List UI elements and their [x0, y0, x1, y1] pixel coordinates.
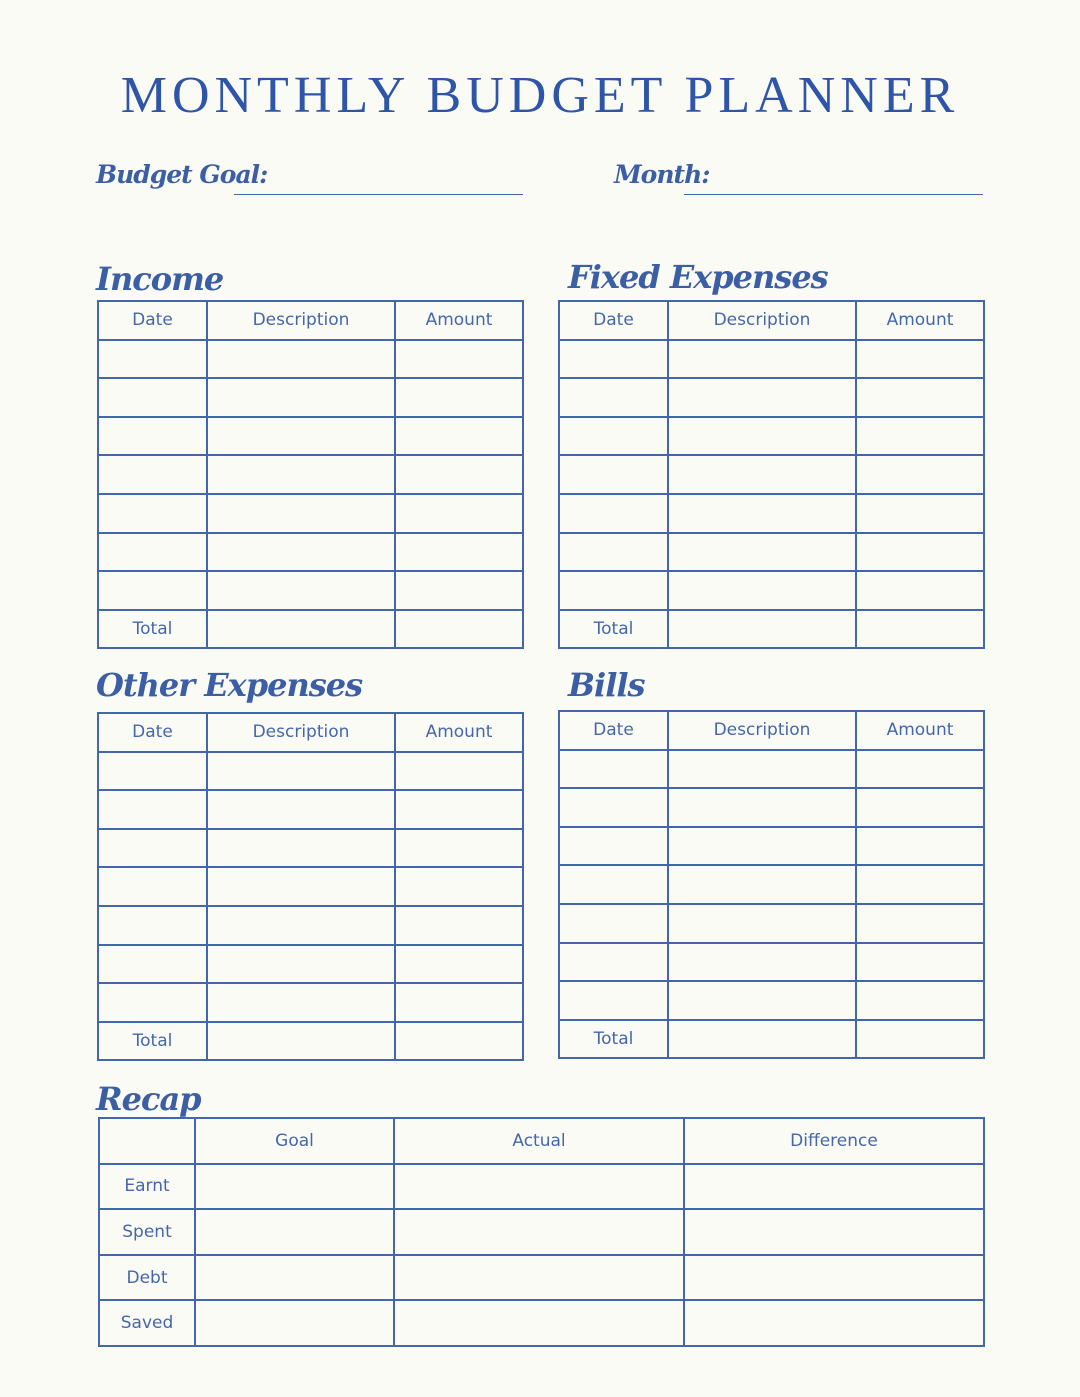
date-cell[interactable] [98, 945, 207, 984]
date-cell[interactable] [559, 378, 668, 417]
table-row [559, 750, 984, 789]
description-cell[interactable] [668, 533, 856, 572]
description-cell[interactable] [207, 829, 395, 868]
table-row [98, 790, 523, 829]
amount-cell[interactable] [856, 788, 984, 827]
amount-cell[interactable] [395, 752, 523, 791]
description-cell[interactable] [207, 494, 395, 533]
amount-cell[interactable] [856, 378, 984, 417]
table-row [98, 340, 523, 379]
budget-goal-line[interactable] [234, 194, 523, 195]
table-row [559, 571, 984, 610]
recap-row-label: Debt [99, 1255, 195, 1301]
description-cell[interactable] [668, 981, 856, 1020]
header-date: Date [559, 301, 668, 340]
description-cell[interactable] [207, 533, 395, 572]
date-cell[interactable] [559, 494, 668, 533]
income-table [97, 300, 524, 649]
description-cell[interactable] [207, 983, 395, 1022]
description-cell[interactable] [207, 455, 395, 494]
table-row [559, 865, 984, 904]
date-cell[interactable] [98, 790, 207, 829]
description-cell[interactable] [207, 752, 395, 791]
header-description: Description [668, 711, 856, 750]
amount-cell[interactable] [856, 455, 984, 494]
date-cell[interactable] [559, 533, 668, 572]
date-cell[interactable] [98, 906, 207, 945]
recap-header-goal: Goal [195, 1118, 394, 1164]
amount-cell[interactable] [856, 533, 984, 572]
date-cell[interactable] [559, 981, 668, 1020]
recap-difference-cell[interactable] [684, 1255, 984, 1301]
page-title: MONTHLY BUDGET PLANNER [120, 67, 960, 124]
recap-difference-cell[interactable] [684, 1164, 984, 1210]
total-row [98, 1022, 523, 1061]
other-expenses-table [97, 712, 524, 1061]
header-amount: Amount [395, 301, 523, 340]
description-cell[interactable] [207, 790, 395, 829]
description-cell[interactable] [207, 906, 395, 945]
date-cell[interactable] [98, 455, 207, 494]
amount-cell[interactable] [856, 827, 984, 866]
table-row [98, 533, 523, 572]
recap-row [99, 1209, 984, 1255]
amount-cell[interactable] [856, 750, 984, 789]
header-description: Description [207, 713, 395, 752]
date-cell[interactable] [559, 750, 668, 789]
recap-goal-cell[interactable] [195, 1209, 394, 1255]
bills-title: Bills [568, 666, 645, 704]
header-amount: Amount [856, 301, 984, 340]
amount-cell[interactable] [395, 417, 523, 456]
amount-cell[interactable] [856, 340, 984, 379]
amount-cell[interactable] [395, 906, 523, 945]
description-cell[interactable] [207, 417, 395, 456]
amount-cell[interactable] [395, 571, 523, 610]
date-cell[interactable] [559, 865, 668, 904]
amount-cell[interactable] [395, 829, 523, 868]
date-cell[interactable] [98, 417, 207, 456]
table-row [559, 827, 984, 866]
table-row [559, 943, 984, 982]
amount-cell[interactable] [395, 533, 523, 572]
table-header-row [559, 711, 984, 750]
table-row [559, 494, 984, 533]
header-date: Date [559, 711, 668, 750]
date-cell[interactable] [559, 827, 668, 866]
table-row [559, 788, 984, 827]
table-row [559, 417, 984, 456]
description-cell[interactable] [668, 904, 856, 943]
total-row [98, 610, 523, 649]
bills-table [558, 710, 985, 1059]
recap-actual-cell[interactable] [394, 1255, 684, 1301]
amount-cell[interactable] [856, 904, 984, 943]
table-header-row [559, 301, 984, 340]
date-cell[interactable] [98, 571, 207, 610]
recap-header-blank [99, 1118, 195, 1164]
description-cell[interactable] [668, 750, 856, 789]
fixed-expenses-table [558, 300, 985, 649]
date-cell[interactable] [559, 417, 668, 456]
table-row [98, 867, 523, 906]
date-cell[interactable] [98, 340, 207, 379]
total-description-cell[interactable] [207, 1022, 395, 1061]
amount-cell[interactable] [856, 571, 984, 610]
table-row [559, 455, 984, 494]
header-amount: Amount [395, 713, 523, 752]
description-cell[interactable] [668, 340, 856, 379]
recap-goal-cell[interactable] [195, 1300, 394, 1346]
description-cell[interactable] [668, 788, 856, 827]
date-cell[interactable] [559, 943, 668, 982]
date-cell[interactable] [98, 378, 207, 417]
table-row [98, 829, 523, 868]
table-row [559, 340, 984, 379]
description-cell[interactable] [668, 943, 856, 982]
total-label: Total [98, 1022, 207, 1061]
description-cell[interactable] [207, 378, 395, 417]
amount-cell[interactable] [395, 455, 523, 494]
table-header-row [98, 301, 523, 340]
amount-cell[interactable] [395, 867, 523, 906]
total-amount-cell[interactable] [856, 1020, 984, 1059]
amount-cell[interactable] [395, 790, 523, 829]
amount-cell[interactable] [856, 865, 984, 904]
recap-header-difference: Difference [684, 1118, 984, 1164]
fixed-expenses-title: Fixed Expenses [568, 258, 828, 296]
recap-row-label: Earnt [99, 1164, 195, 1210]
income-title: Income [96, 260, 224, 298]
date-cell[interactable] [559, 904, 668, 943]
recap-table [98, 1117, 985, 1347]
total-row [559, 1020, 984, 1059]
description-cell[interactable] [207, 945, 395, 984]
amount-cell[interactable] [856, 943, 984, 982]
amount-cell[interactable] [856, 417, 984, 456]
recap-goal-cell[interactable] [195, 1164, 394, 1210]
table-row [98, 752, 523, 791]
amount-cell[interactable] [395, 340, 523, 379]
amount-cell[interactable] [856, 981, 984, 1020]
table-row [98, 417, 523, 456]
recap-goal-cell[interactable] [195, 1255, 394, 1301]
header-description: Description [207, 301, 395, 340]
date-cell[interactable] [98, 867, 207, 906]
total-description-cell[interactable] [207, 610, 395, 649]
table-row [98, 571, 523, 610]
total-amount-cell[interactable] [395, 1022, 523, 1061]
description-cell[interactable] [668, 455, 856, 494]
header-date: Date [98, 301, 207, 340]
date-cell[interactable] [559, 788, 668, 827]
header-date: Date [98, 713, 207, 752]
recap-row [99, 1300, 984, 1346]
table-row [98, 455, 523, 494]
date-cell[interactable] [98, 533, 207, 572]
table-row [98, 983, 523, 1022]
amount-cell[interactable] [395, 945, 523, 984]
description-cell[interactable] [207, 867, 395, 906]
recap-row-label: Saved [99, 1300, 195, 1346]
recap-header-row [99, 1118, 984, 1164]
description-cell[interactable] [207, 571, 395, 610]
amount-cell[interactable] [395, 494, 523, 533]
description-cell[interactable] [668, 417, 856, 456]
total-row [559, 610, 984, 649]
table-row [98, 494, 523, 533]
total-label: Total [559, 1020, 668, 1059]
total-amount-cell[interactable] [395, 610, 523, 649]
table-row [98, 378, 523, 417]
recap-row-label: Spent [99, 1209, 195, 1255]
table-row [559, 378, 984, 417]
amount-cell[interactable] [395, 983, 523, 1022]
description-cell[interactable] [668, 865, 856, 904]
total-description-cell[interactable] [668, 1020, 856, 1059]
table-row [559, 981, 984, 1020]
recap-actual-cell[interactable] [394, 1209, 684, 1255]
date-cell[interactable] [559, 455, 668, 494]
description-cell[interactable] [207, 340, 395, 379]
date-cell[interactable] [559, 571, 668, 610]
date-cell[interactable] [559, 340, 668, 379]
table-row [559, 533, 984, 572]
date-cell[interactable] [98, 494, 207, 533]
total-amount-cell[interactable] [856, 610, 984, 649]
description-cell[interactable] [668, 571, 856, 610]
amount-cell[interactable] [856, 494, 984, 533]
recap-row [99, 1164, 984, 1210]
total-description-cell[interactable] [668, 610, 856, 649]
recap-actual-cell[interactable] [394, 1300, 684, 1346]
table-row [98, 906, 523, 945]
date-cell[interactable] [98, 829, 207, 868]
month-line[interactable] [684, 194, 983, 195]
date-cell[interactable] [98, 752, 207, 791]
recap-title: Recap [96, 1080, 201, 1118]
recap-row [99, 1255, 984, 1301]
amount-cell[interactable] [395, 378, 523, 417]
total-label: Total [98, 610, 207, 649]
recap-header-actual: Actual [394, 1118, 684, 1164]
description-cell[interactable] [668, 378, 856, 417]
date-cell[interactable] [98, 983, 207, 1022]
header-description: Description [668, 301, 856, 340]
total-label: Total [559, 610, 668, 649]
description-cell[interactable] [668, 494, 856, 533]
table-row [559, 904, 984, 943]
recap-difference-cell[interactable] [684, 1209, 984, 1255]
other-expenses-title: Other Expenses [96, 666, 363, 704]
table-header-row [98, 713, 523, 752]
header-amount: Amount [856, 711, 984, 750]
budget-goal-label: Budget Goal: [96, 160, 268, 189]
recap-actual-cell[interactable] [394, 1164, 684, 1210]
table-row [98, 945, 523, 984]
recap-difference-cell[interactable] [684, 1300, 984, 1346]
month-label: Month: [614, 160, 710, 189]
description-cell[interactable] [668, 827, 856, 866]
